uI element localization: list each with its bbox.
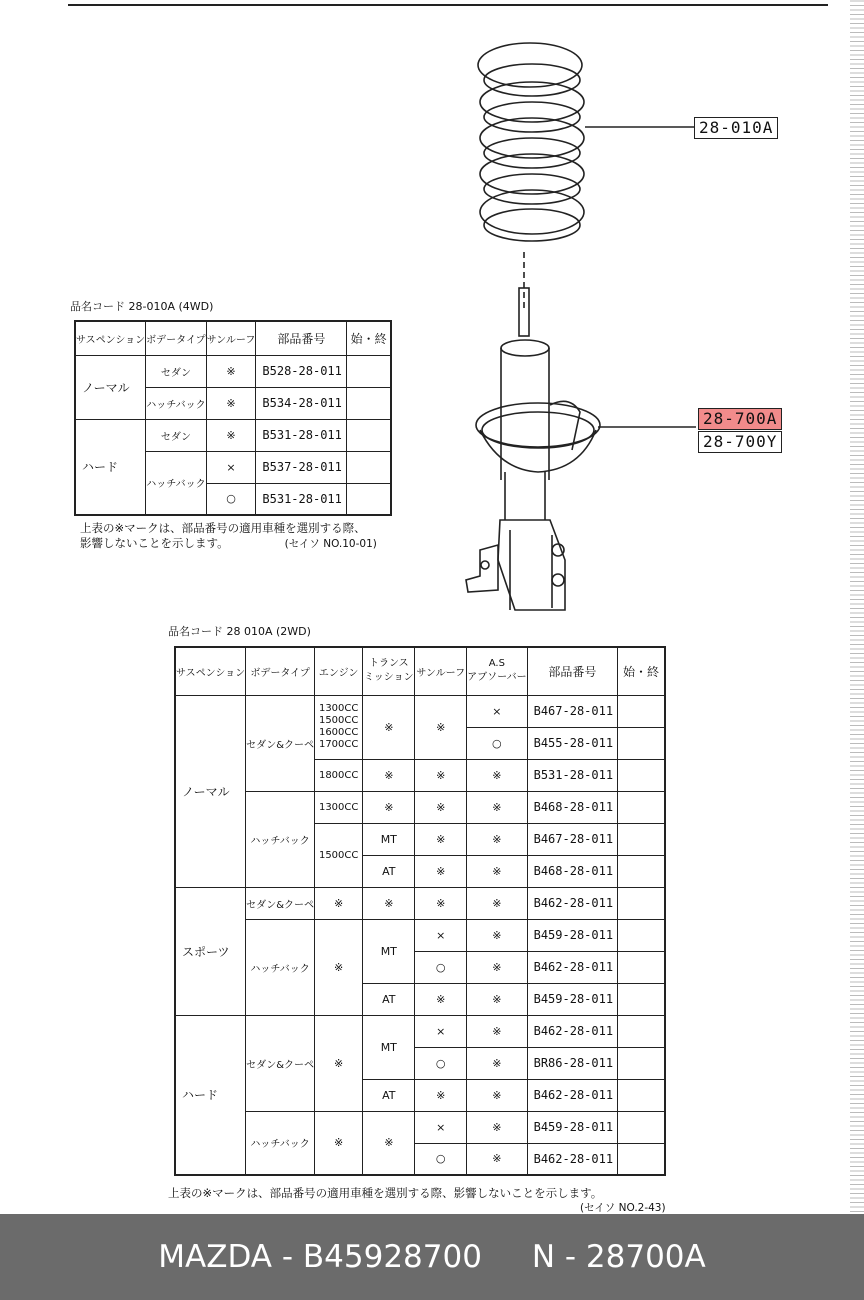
header-startend: 始・終 [618, 647, 665, 695]
startend-cell [618, 823, 665, 855]
absorber-cell: ※ [467, 951, 528, 983]
startend-cell [618, 983, 665, 1015]
part-number-cell: B459-28-011 [527, 919, 618, 951]
suspension-cell: ノーマル [75, 355, 146, 419]
table1-note-line2: 影響しないことを示します。 [80, 536, 229, 550]
transmission-cell: MT [363, 1015, 415, 1079]
body-cell: セダン&クーペ [246, 1015, 315, 1111]
startend-cell [618, 791, 665, 823]
table2-note: 上表の※マークは、部品番号の適用車種を選別する際、影響しないことを示します。 [168, 1186, 603, 1200]
sunroof-cell: ○ [415, 951, 467, 983]
sunroof-cell: ※ [415, 855, 467, 887]
absorber-cell: ※ [467, 855, 528, 887]
startend-cell [618, 1111, 665, 1143]
part-number-cell: B462-28-011 [527, 1079, 618, 1111]
startend-cell [347, 451, 391, 483]
suspension-cell: ハード [175, 1015, 246, 1175]
engine-cell: ※ [315, 887, 363, 919]
header-body: ボデータイプ [146, 321, 207, 355]
header-as-line2: アブソーバー [467, 672, 527, 684]
sunroof-cell: × [415, 919, 467, 951]
engine-cell: 1500CC [315, 823, 363, 887]
engine-cell: 1300CC [315, 791, 363, 823]
header-as-line1: A.S [488, 658, 505, 670]
sunroof-cell: ※ [206, 355, 256, 387]
startend-cell [618, 1047, 665, 1079]
part-number-cell: B455-28-011 [527, 727, 618, 759]
strut-spring-illustration [440, 20, 800, 630]
part-number-cell: B462-28-011 [527, 887, 618, 919]
engine-cell: ※ [315, 1111, 363, 1175]
table1-caption: 品名コード 28-010A (4WD) [70, 300, 214, 313]
sunroof-cell: × [415, 1111, 467, 1143]
body-cell: ハッチバック [146, 387, 207, 419]
absorber-cell: ※ [467, 919, 528, 951]
startend-cell [347, 419, 391, 451]
sunroof-cell: ※ [415, 1079, 467, 1111]
absorber-cell: × [467, 695, 528, 727]
startend-cell [347, 483, 391, 515]
absorber-cell: ※ [467, 887, 528, 919]
part-number-cell: B528-28-011 [256, 355, 347, 387]
callout-strut-part: 28-700Y [698, 431, 782, 453]
table-4wd [74, 320, 392, 516]
engine-value: 1600CC [318, 727, 359, 738]
scan-edge [850, 0, 864, 1214]
body-cell: ハッチバック [246, 791, 315, 887]
startend-cell [618, 855, 665, 887]
transmission-cell: ※ [363, 759, 415, 791]
transmission-cell: MT [363, 823, 415, 855]
startend-cell [347, 355, 391, 387]
suspension-cell: ハード [75, 419, 146, 515]
sunroof-cell: ※ [415, 791, 467, 823]
transmission-cell: AT [363, 983, 415, 1015]
suspension-cell: ノーマル [175, 695, 246, 887]
sunroof-cell: ※ [415, 695, 467, 759]
footer-brand-part: MAZDA - B45928700 [158, 1239, 482, 1275]
header-sunroof: サンルーフ [206, 321, 256, 355]
spring-coil [480, 190, 584, 234]
startend-cell [618, 727, 665, 759]
startend-cell [618, 695, 665, 727]
engine-cell: 1800CC [315, 759, 363, 791]
footer-banner [0, 1214, 864, 1300]
absorber-cell: ※ [467, 1047, 528, 1079]
table1-note-line1: 上表の※マークは、部品番号の適用車種を選別する際、 [80, 521, 366, 535]
table-2wd [174, 646, 666, 1176]
header-engine: エンジン [315, 647, 363, 695]
absorber-cell: ※ [467, 1015, 528, 1047]
part-number-cell: B459-28-011 [527, 983, 618, 1015]
transmission-cell: AT [363, 855, 415, 887]
part-number-cell: B462-28-011 [527, 951, 618, 983]
spring-coil [484, 64, 580, 96]
body-cell: ハッチバック [146, 451, 207, 515]
header-body: ボデータイプ [246, 647, 315, 695]
body-cell: セダン [146, 419, 207, 451]
absorber-cell: ※ [467, 791, 528, 823]
transmission-cell: ※ [363, 695, 415, 759]
header-trans-line1: トランス [368, 658, 409, 670]
transmission-cell: AT [363, 1079, 415, 1111]
part-number-cell: B531-28-011 [256, 419, 347, 451]
body-cell: セダン&クーペ [246, 887, 315, 919]
sunroof-cell: ※ [415, 759, 467, 791]
part-number-cell: B531-28-011 [527, 759, 618, 791]
sunroof-cell: × [206, 451, 256, 483]
startend-cell [618, 951, 665, 983]
top-border [68, 4, 828, 6]
part-number-cell: B462-28-011 [527, 1015, 618, 1047]
sunroof-cell: × [415, 1015, 467, 1047]
part-number-cell: B534-28-011 [256, 387, 347, 419]
startend-cell [347, 387, 391, 419]
engine-cell: ※ [315, 919, 363, 1015]
transmission-cell: ※ [363, 1111, 415, 1175]
part-number-cell: BR86-28-011 [527, 1047, 618, 1079]
header-suspension: サスペンション [75, 321, 146, 355]
part-number-cell: B462-28-011 [527, 1143, 618, 1175]
body-cell: ハッチバック [246, 1111, 315, 1175]
sunroof-cell: ○ [415, 1047, 467, 1079]
absorber-cell: ※ [467, 1143, 528, 1175]
header-startend: 始・終 [347, 321, 391, 355]
part-number-cell: B459-28-011 [527, 1111, 618, 1143]
table1-note [80, 521, 377, 552]
sunroof-cell: ※ [206, 387, 256, 419]
sunroof-cell: ※ [415, 823, 467, 855]
header-transmission [363, 647, 415, 695]
absorber-cell: ※ [467, 823, 528, 855]
part-number-cell: B468-28-011 [527, 855, 618, 887]
engine-value: 1300CC [318, 703, 359, 714]
suspension-cell: スポーツ [175, 887, 246, 1015]
startend-cell [618, 887, 665, 919]
body-cell: セダン&クーペ [246, 695, 315, 791]
header-part: 部品番号 [527, 647, 618, 695]
absorber-cell: ※ [467, 1079, 528, 1111]
sunroof-cell: ○ [415, 1143, 467, 1175]
transmission-cell: MT [363, 919, 415, 983]
header-sunroof: サンルーフ [415, 647, 467, 695]
table1-note-ref: (セイソ NO.10-01) [284, 538, 377, 550]
part-number-cell: B531-28-011 [256, 483, 347, 515]
footer-code: N - 28700A [531, 1239, 706, 1275]
header-absorber [467, 647, 528, 695]
engine-cell: ※ [315, 1015, 363, 1111]
startend-cell [618, 1143, 665, 1175]
table2-caption: 品名コード 28 010A (2WD) [168, 625, 311, 638]
absorber-cell: ※ [467, 759, 528, 791]
sunroof-cell: ○ [206, 483, 256, 515]
callout-strut-part-highlight: 28-700A [698, 408, 782, 430]
sunroof-cell: ※ [206, 419, 256, 451]
engine-cell [315, 695, 363, 759]
spring-coil [484, 209, 580, 241]
header-part: 部品番号 [256, 321, 347, 355]
header-suspension: サスペンション [175, 647, 246, 695]
part-number-cell: B468-28-011 [527, 791, 618, 823]
part-number-cell: B467-28-011 [527, 823, 618, 855]
startend-cell [618, 1079, 665, 1111]
body-cell: セダン [146, 355, 207, 387]
engine-value: 1700CC [318, 739, 359, 750]
table2-note-ref: (セイソ NO.2-43) [580, 1202, 666, 1214]
sunroof-cell: ※ [415, 887, 467, 919]
startend-cell [618, 919, 665, 951]
transmission-cell: ※ [363, 887, 415, 919]
engine-value: 1500CC [318, 715, 359, 726]
callout-spring-part: 28-010A [694, 117, 778, 139]
startend-cell [618, 759, 665, 791]
header-trans-line2: ミッション [364, 672, 414, 684]
transmission-cell: ※ [363, 791, 415, 823]
absorber-cell: ○ [467, 727, 528, 759]
part-number-cell: B467-28-011 [527, 695, 618, 727]
absorber-cell: ※ [467, 983, 528, 1015]
sunroof-cell: ※ [415, 983, 467, 1015]
absorber-cell: ※ [467, 1111, 528, 1143]
spring-coil [478, 43, 582, 87]
startend-cell [618, 1015, 665, 1047]
body-cell: ハッチバック [246, 919, 315, 1015]
part-number-cell: B537-28-011 [256, 451, 347, 483]
